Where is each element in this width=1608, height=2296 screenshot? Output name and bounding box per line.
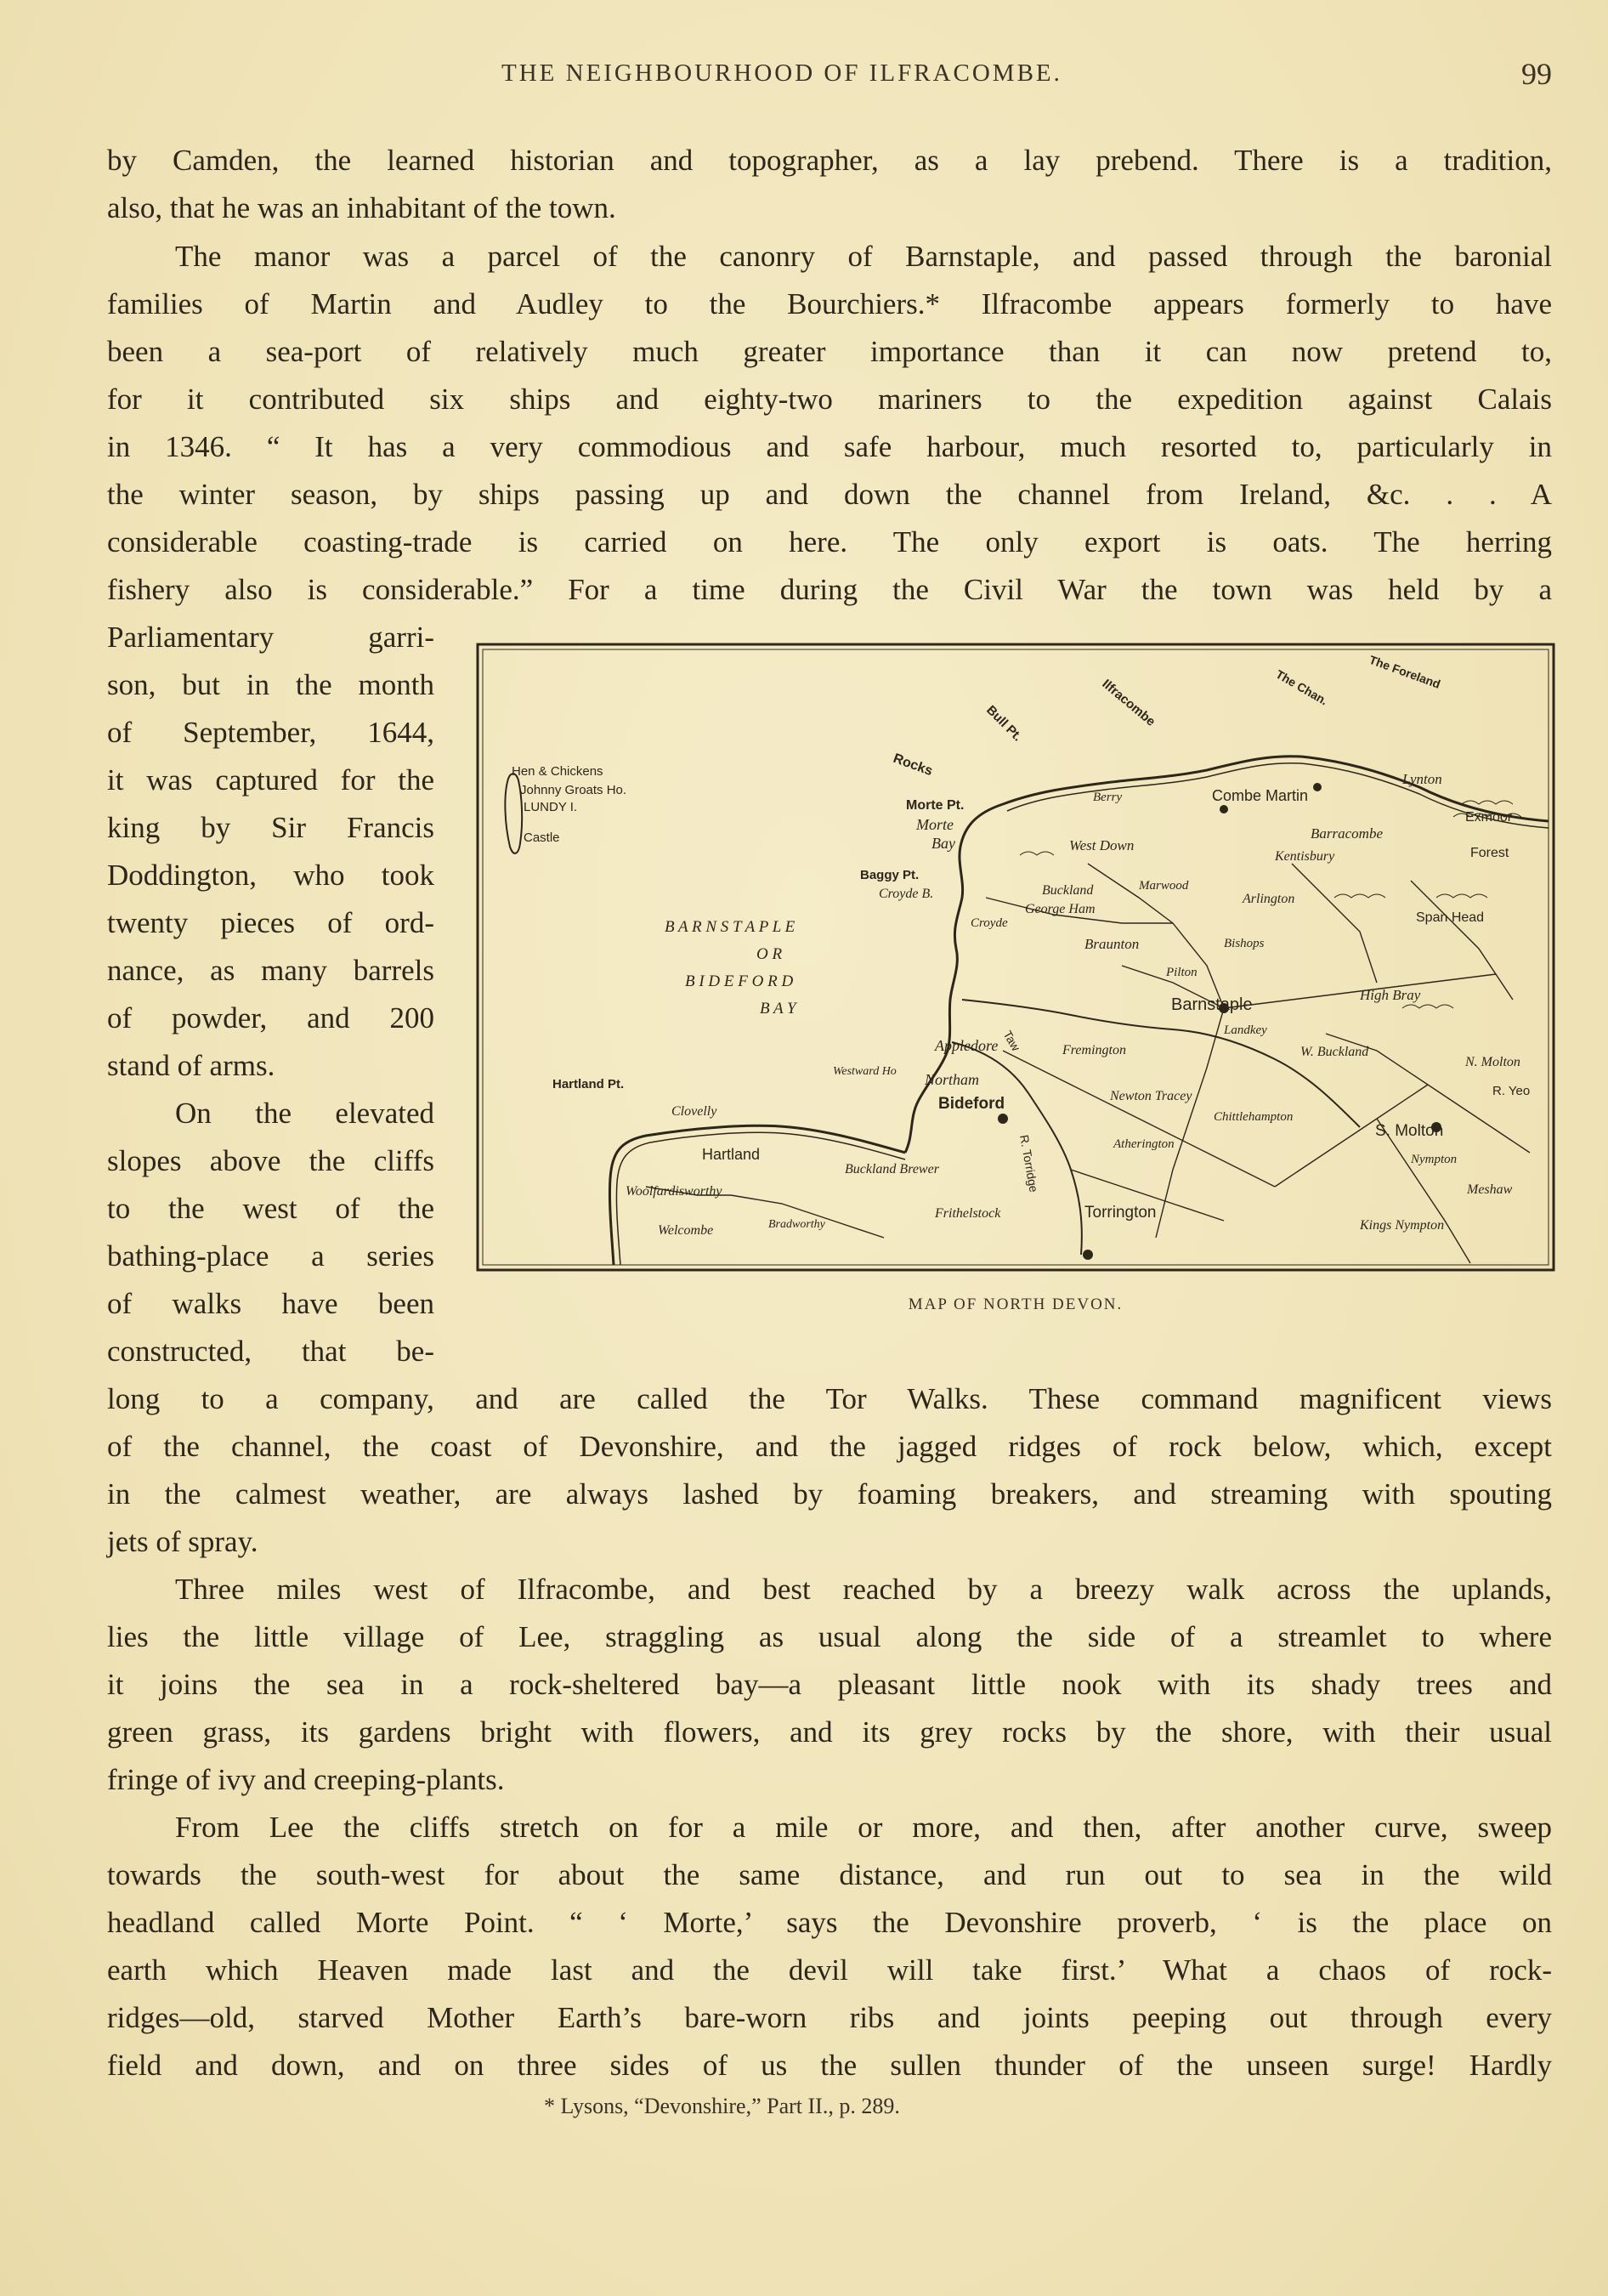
text-line: On the elevated bbox=[175, 1097, 434, 1130]
text-line: the winter season, by ships passing up and down the channel from Ireland, &c. . . A bbox=[107, 478, 1552, 511]
label-combe-martin: Combe Martin bbox=[1212, 787, 1309, 804]
label-george-nympton: Nympton bbox=[1411, 1153, 1458, 1166]
label-bay-4: B A Y bbox=[760, 1000, 796, 1018]
label-kings-nympton: Kings Nympton bbox=[1360, 1218, 1445, 1233]
label-appledore: Appledore bbox=[935, 1037, 999, 1054]
text-line: considerable coasting-trade is carried on here. The only export is oats. The herring bbox=[107, 525, 1552, 558]
page-number: 99 bbox=[1521, 57, 1552, 91]
text-line: From Lee the cliffs stretch on for a mile or more, and then, after another curve, sweep bbox=[175, 1811, 1552, 1844]
label-bay-3: B I D E F O R D bbox=[685, 972, 794, 990]
label-bull-pt: Bull Pt. bbox=[983, 702, 1025, 745]
label-bishops-tawton: Bishops bbox=[1224, 937, 1265, 950]
text-line: in 1346. “ It has a very commodious and safe harbour, much resorted to, particularly in bbox=[107, 430, 1552, 463]
label-morte: Morte bbox=[916, 816, 954, 833]
label-pilton: Pilton bbox=[1166, 966, 1198, 979]
label-castle: Castle bbox=[524, 831, 560, 845]
river-taw bbox=[962, 1000, 1360, 1127]
label-hartland-pt: Hartland Pt. bbox=[552, 1077, 625, 1091]
map-north-devon bbox=[476, 643, 1555, 1272]
text-line: Three miles west of Ilfracombe, and best reached by a breezy walk across the uplands, bbox=[175, 1573, 1552, 1606]
label-morte-pt: Morte Pt. bbox=[906, 798, 965, 813]
label-braunton: Braunton bbox=[1084, 936, 1140, 952]
text-line: green grass, its gardens bright with flowers, and its grey rocks by the shore, with their usual bbox=[107, 1715, 1552, 1749]
label-buckland: Buckland bbox=[1042, 883, 1094, 898]
text-line: earth which Heaven made last and the devil will take first.’ What a chaos of rock- bbox=[107, 1953, 1552, 1987]
label-bay-2: O R bbox=[756, 945, 783, 963]
label-s-molton: S. Molton bbox=[1375, 1122, 1444, 1140]
label-west-down: West Down bbox=[1069, 837, 1135, 853]
label-atherington: Atherington bbox=[1113, 1137, 1175, 1151]
text-line: son, but in the month bbox=[107, 668, 434, 701]
page-header bbox=[107, 54, 1552, 97]
label-frithelstock: Frithelstock bbox=[935, 1206, 1001, 1221]
text-line: long to a company, and are called the Tor Walks. These command magnificent views bbox=[107, 1382, 1552, 1415]
label-clovelly: Clovelly bbox=[671, 1104, 717, 1119]
label-croyde: Croyde bbox=[971, 916, 1008, 930]
text-line: headland called Morte Point. “ ‘ Morte,’ says the Devonshire proverb, ‘ is the place on bbox=[107, 1906, 1552, 1939]
label-forest: Forest bbox=[1470, 846, 1509, 860]
text-line: towards the south-west for about the same distance, and run out to sea in the wild bbox=[107, 1858, 1552, 1891]
text-line: slopes above the cliffs bbox=[107, 1144, 434, 1177]
text-line: fringe of ivy and creeping-plants. bbox=[107, 1763, 505, 1796]
text-line: for it contributed six ships and eighty-two mariners to the expedition against Calais bbox=[107, 383, 1552, 416]
label-baggy-pt: Baggy Pt. bbox=[860, 868, 920, 882]
map-illustration bbox=[476, 643, 1555, 1272]
label-george-ham: George Ham bbox=[1025, 902, 1096, 916]
label-torrington: Torrington bbox=[1084, 1204, 1157, 1222]
label-rocks: Rocks bbox=[891, 751, 935, 780]
text-line: families of Martin and Audley to the Bourchiers.* Ilfracombe appears formerly to have bbox=[107, 287, 1552, 320]
text-line: been a sea-port of relatively much greater importance than it can now pretend to, bbox=[107, 335, 1552, 368]
label-bradworthy: Bradworthy bbox=[768, 1218, 825, 1231]
text-line: also, that he was an inhabitant of the town. bbox=[107, 191, 616, 224]
text-line: of walks have been bbox=[107, 1287, 434, 1320]
label-west-buckland: W. Buckland bbox=[1300, 1045, 1369, 1059]
label-buckland-brewer: Buckland Brewer bbox=[845, 1162, 939, 1176]
label-welcombe: Welcombe bbox=[658, 1223, 714, 1238]
text-line: constructed, that be- bbox=[107, 1335, 434, 1368]
label-bay-1: B A R N S T A P L E bbox=[665, 918, 796, 936]
label-lynton: Lynton bbox=[1402, 771, 1442, 787]
map-caption: MAP OF NORTH DEVON. bbox=[908, 1295, 1124, 1313]
label-croyde-b: Croyde B. bbox=[879, 887, 934, 901]
label-the-foreland: The Foreland bbox=[1367, 652, 1443, 691]
text-line: field and down, and on three sides of us the sullen thunder of the unseen surge! Hardly bbox=[107, 2049, 1552, 2082]
text-line: to the west of the bbox=[107, 1192, 434, 1225]
text-line: Parliamentary garri- bbox=[107, 621, 434, 654]
text-line: of September, 1644, bbox=[107, 716, 434, 749]
text-line: lies the little village of Lee, straggling as usual along the side of a streamlet to where bbox=[107, 1620, 1552, 1653]
text-line: stand of arms. bbox=[107, 1049, 275, 1082]
label-chittlehampton: Chittlehampton bbox=[1214, 1110, 1294, 1124]
text-line: it was captured for the bbox=[107, 763, 434, 797]
label-lundy: LUNDY I. bbox=[524, 800, 578, 814]
label-r-yeo: R. Yeo bbox=[1492, 1084, 1531, 1098]
label-river-torridge: R. Torridge bbox=[1017, 1133, 1041, 1193]
label-the-chan: The Chan. bbox=[1273, 666, 1331, 708]
label-kentisbury: Kentisbury bbox=[1275, 849, 1335, 864]
label-bideford: Bideford bbox=[938, 1095, 1005, 1113]
text-line: Doddington, who took bbox=[107, 859, 434, 892]
running-title: THE NEIGHBOURHOOD OF ILFRACOMBE. bbox=[501, 60, 1062, 87]
text-line: bathing-place a series bbox=[107, 1239, 434, 1273]
label-fremington: Fremington bbox=[1062, 1043, 1126, 1057]
label-span-head: Span Head bbox=[1416, 910, 1485, 925]
text-line: of the channel, the coast of Devonshire, and the jagged ridges of rock below, which, except bbox=[107, 1430, 1552, 1463]
label-woolfardisworthy: Woolfardisworthy bbox=[626, 1184, 722, 1199]
label-newton-tracey: Newton Tracey bbox=[1110, 1089, 1192, 1103]
label-river-taw: Taw bbox=[1000, 1028, 1023, 1054]
label-exmoor: Exmoor bbox=[1465, 810, 1513, 825]
label-n-molton: N. Molton bbox=[1465, 1055, 1520, 1069]
text-line: in the calmest weather, are always lashed by foaming breakers, and streaming with spouting bbox=[107, 1477, 1552, 1511]
label-marwood: Marwood bbox=[1139, 879, 1189, 893]
label-arlington: Arlington bbox=[1243, 892, 1295, 906]
text-line: it joins the sea in a rock-sheltered bay—a pleasant little nook with its shady trees and bbox=[107, 1668, 1552, 1701]
label-high-bray: High Bray bbox=[1360, 987, 1421, 1003]
label-ilfracombe: Ilfracombe bbox=[1099, 677, 1158, 729]
label-barnstaple: Barnstaple bbox=[1171, 995, 1253, 1014]
label-groats: Johnny Groats Ho. bbox=[520, 783, 627, 797]
text-line: jets of spray. bbox=[107, 1525, 258, 1558]
footnote: * Lysons, “Devonshire,” Part II., p. 289. bbox=[544, 2094, 900, 2118]
map-coastline-west-hatch bbox=[616, 1132, 905, 1265]
label-westward-ho: Westward Ho bbox=[833, 1065, 897, 1078]
label-landkey: Landkey bbox=[1224, 1023, 1267, 1037]
text-line: by Camden, the learned historian and topographer, as a lay prebend. There is a tradition, bbox=[107, 144, 1552, 177]
text-line: king by Sir Francis bbox=[107, 811, 434, 844]
text-line: nance, as many barrels bbox=[107, 954, 434, 987]
text-line: twenty pieces of ord- bbox=[107, 906, 434, 939]
text-line: of powder, and 200 bbox=[107, 1001, 434, 1035]
label-barracombe: Barracombe bbox=[1311, 825, 1383, 842]
text-line: fishery also is considerable.” For a time during the Civil War the town was held by a bbox=[107, 573, 1552, 606]
text-line: The manor was a parcel of the canonry of Barnstaple, and passed through the baronial bbox=[175, 240, 1552, 273]
label-meshaw: Meshaw bbox=[1467, 1182, 1513, 1197]
label-hen-chickens: Hen & Chickens bbox=[512, 764, 603, 779]
label-berry: Berry bbox=[1093, 791, 1123, 804]
label-northam: Northam bbox=[925, 1071, 980, 1088]
label-bay: Bay bbox=[931, 835, 955, 852]
text-line: ridges—old, starved Mother Earth’s bare-worn ribs and joints peeping out through every bbox=[107, 2001, 1552, 2034]
map-coastline bbox=[905, 757, 1549, 1153]
label-hartland: Hartland bbox=[702, 1146, 761, 1163]
